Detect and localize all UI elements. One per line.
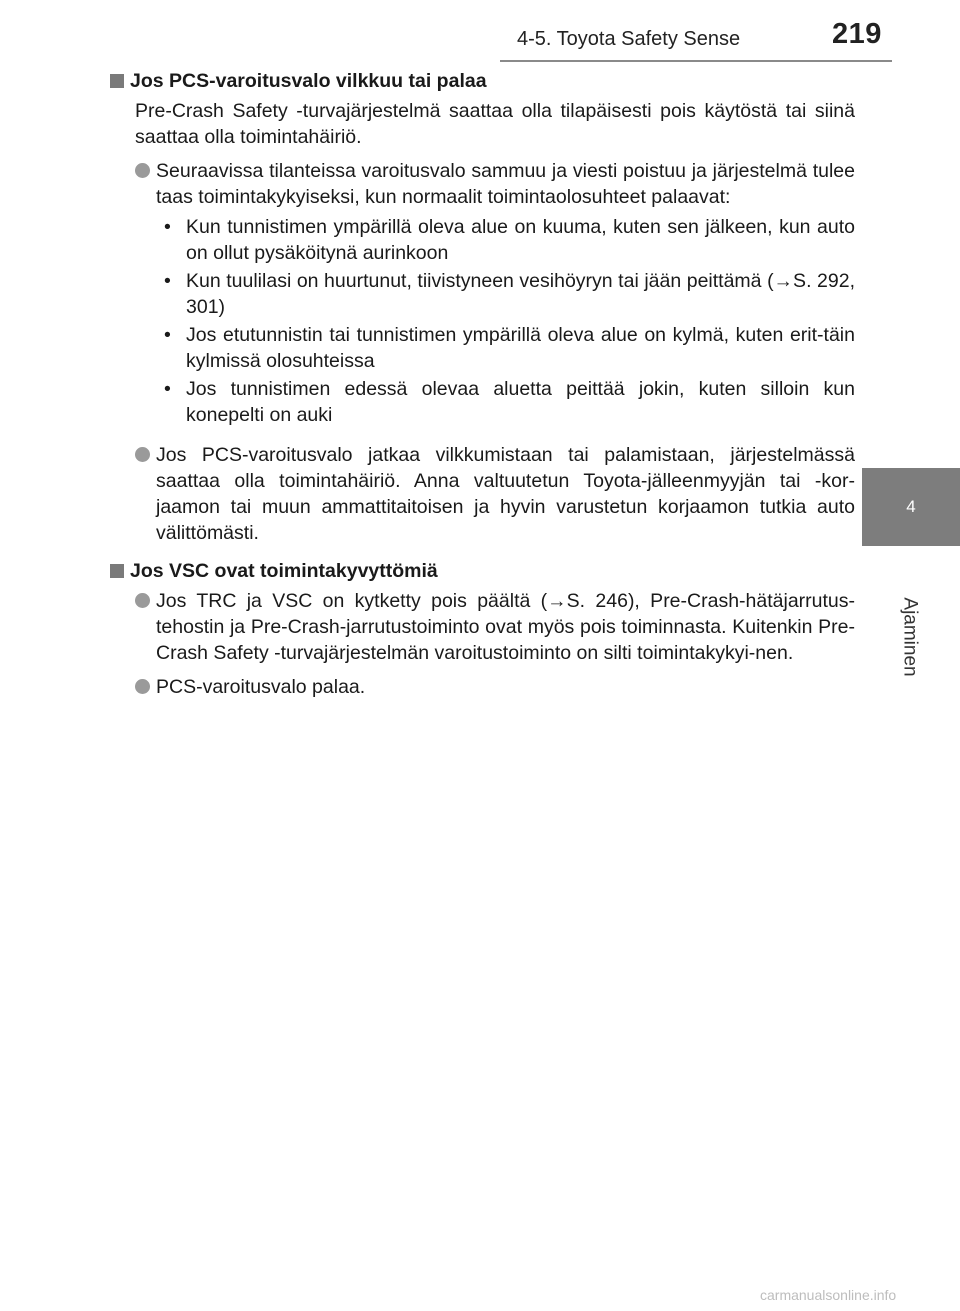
- sub-list-item: • Kun tuulilasi on huurtunut, tiivistyneen vesihöyryn tai jään peittämä (→S. 292, 301): [164, 270, 855, 318]
- sub-list-item: • Kun tunnistimen ympärillä oleva alue on kuuma, kuten sen jälkeen, kun auto on ollut pysäköitynä aurinkoon: [164, 216, 855, 264]
- section-heading: Jos PCS-varoitusvalo vilkkuu tai palaa: [110, 68, 855, 94]
- section-heading: Jos VSC ovat toimintakyvyttömiä: [110, 558, 855, 584]
- circle-bullet-icon: [135, 163, 150, 178]
- sub-list-item: • Jos tunnistimen edessä olevaa aluetta peittää jokin, kuten silloin kun konepelti on auki: [164, 378, 855, 426]
- page-number: 219: [832, 18, 882, 50]
- chapter-title-vertical: [875, 582, 945, 692]
- chapter-number: 4: [906, 497, 916, 516]
- watermark: carmanualsonline.info: [760, 1287, 897, 1303]
- chapter-tab: [862, 468, 960, 546]
- circle-bullet-icon: [135, 593, 150, 608]
- circle-bullet-icon: [135, 679, 150, 694]
- chapter-title: Ajaminen: [900, 597, 921, 677]
- list-item: Jos TRC ja VSC on kytketty pois päältä (→S. 246), Pre-Crash-hätäjarrutus-tehostin ja Pre-Crash-jarrutustoiminto ovat myös pois toiminnasta. Kuitenkin Pre-Crash Safety -turvajärjestelmän varoitustoiminto on silti toimintakykyi-nen.: [135, 588, 855, 666]
- list-item: Seuraavissa tilanteissa varoitusvalo sammuu ja viesti poistuu ja järjestelmä tulee taas toimintakykyiseksi, kun normaalit toimintaolosuhteet palaavat: • Kun tunnistimen ympärillä oleva alue on kuuma, kuten sen jälkeen, kun auto on ollut pysäköitynä aurinkoon • Kun tuulilasi on huurtunut, tiivistyneen vesihöyryn tai jään peittämä (→S. 292, 301) • Jos etutunnistin tai tunnistimen ympärillä oleva alue on kylmä, kuten erit-täin kylmissä olosuhteissa • Jos tunnistimen edessä olevaa aluetta peittää jokin, kuten silloin kun konepelti on auki: [135, 158, 855, 434]
- section-title: 4-5. Toyota Safety Sense: [517, 28, 741, 50]
- square-bullet-icon: [110, 564, 124, 578]
- section-intro: Pre-Crash Safety -turvajärjestelmä saattaa olla tilapäisesti pois käytöstä tai siinä saattaa olla toimintahäiriö.: [135, 100, 855, 148]
- page-header: [0, 0, 960, 70]
- header-rule: [500, 60, 892, 62]
- sub-list: [156, 214, 855, 428]
- circle-bullet-icon: [135, 447, 150, 462]
- list-item: PCS-varoitusvalo palaa.: [135, 674, 855, 700]
- page-content: [110, 68, 855, 708]
- square-bullet-icon: [110, 74, 124, 88]
- list-item: Jos PCS-varoitusvalo jatkaa vilkkumistaan tai palamistaan, järjestelmässä saattaa olla toimintahäiriö. Anna valtuutetun Toyota-jälleenmyyjän tai -kor-jaamon tai muun ammattitaitoisen ja hyvin varustetun korjaamon tutkia auto välittömästi.: [135, 442, 855, 546]
- sub-list-item: • Jos etutunnistin tai tunnistimen ympärillä oleva alue on kylmä, kuten erit-täin kylmissä olosuhteissa: [164, 324, 855, 372]
